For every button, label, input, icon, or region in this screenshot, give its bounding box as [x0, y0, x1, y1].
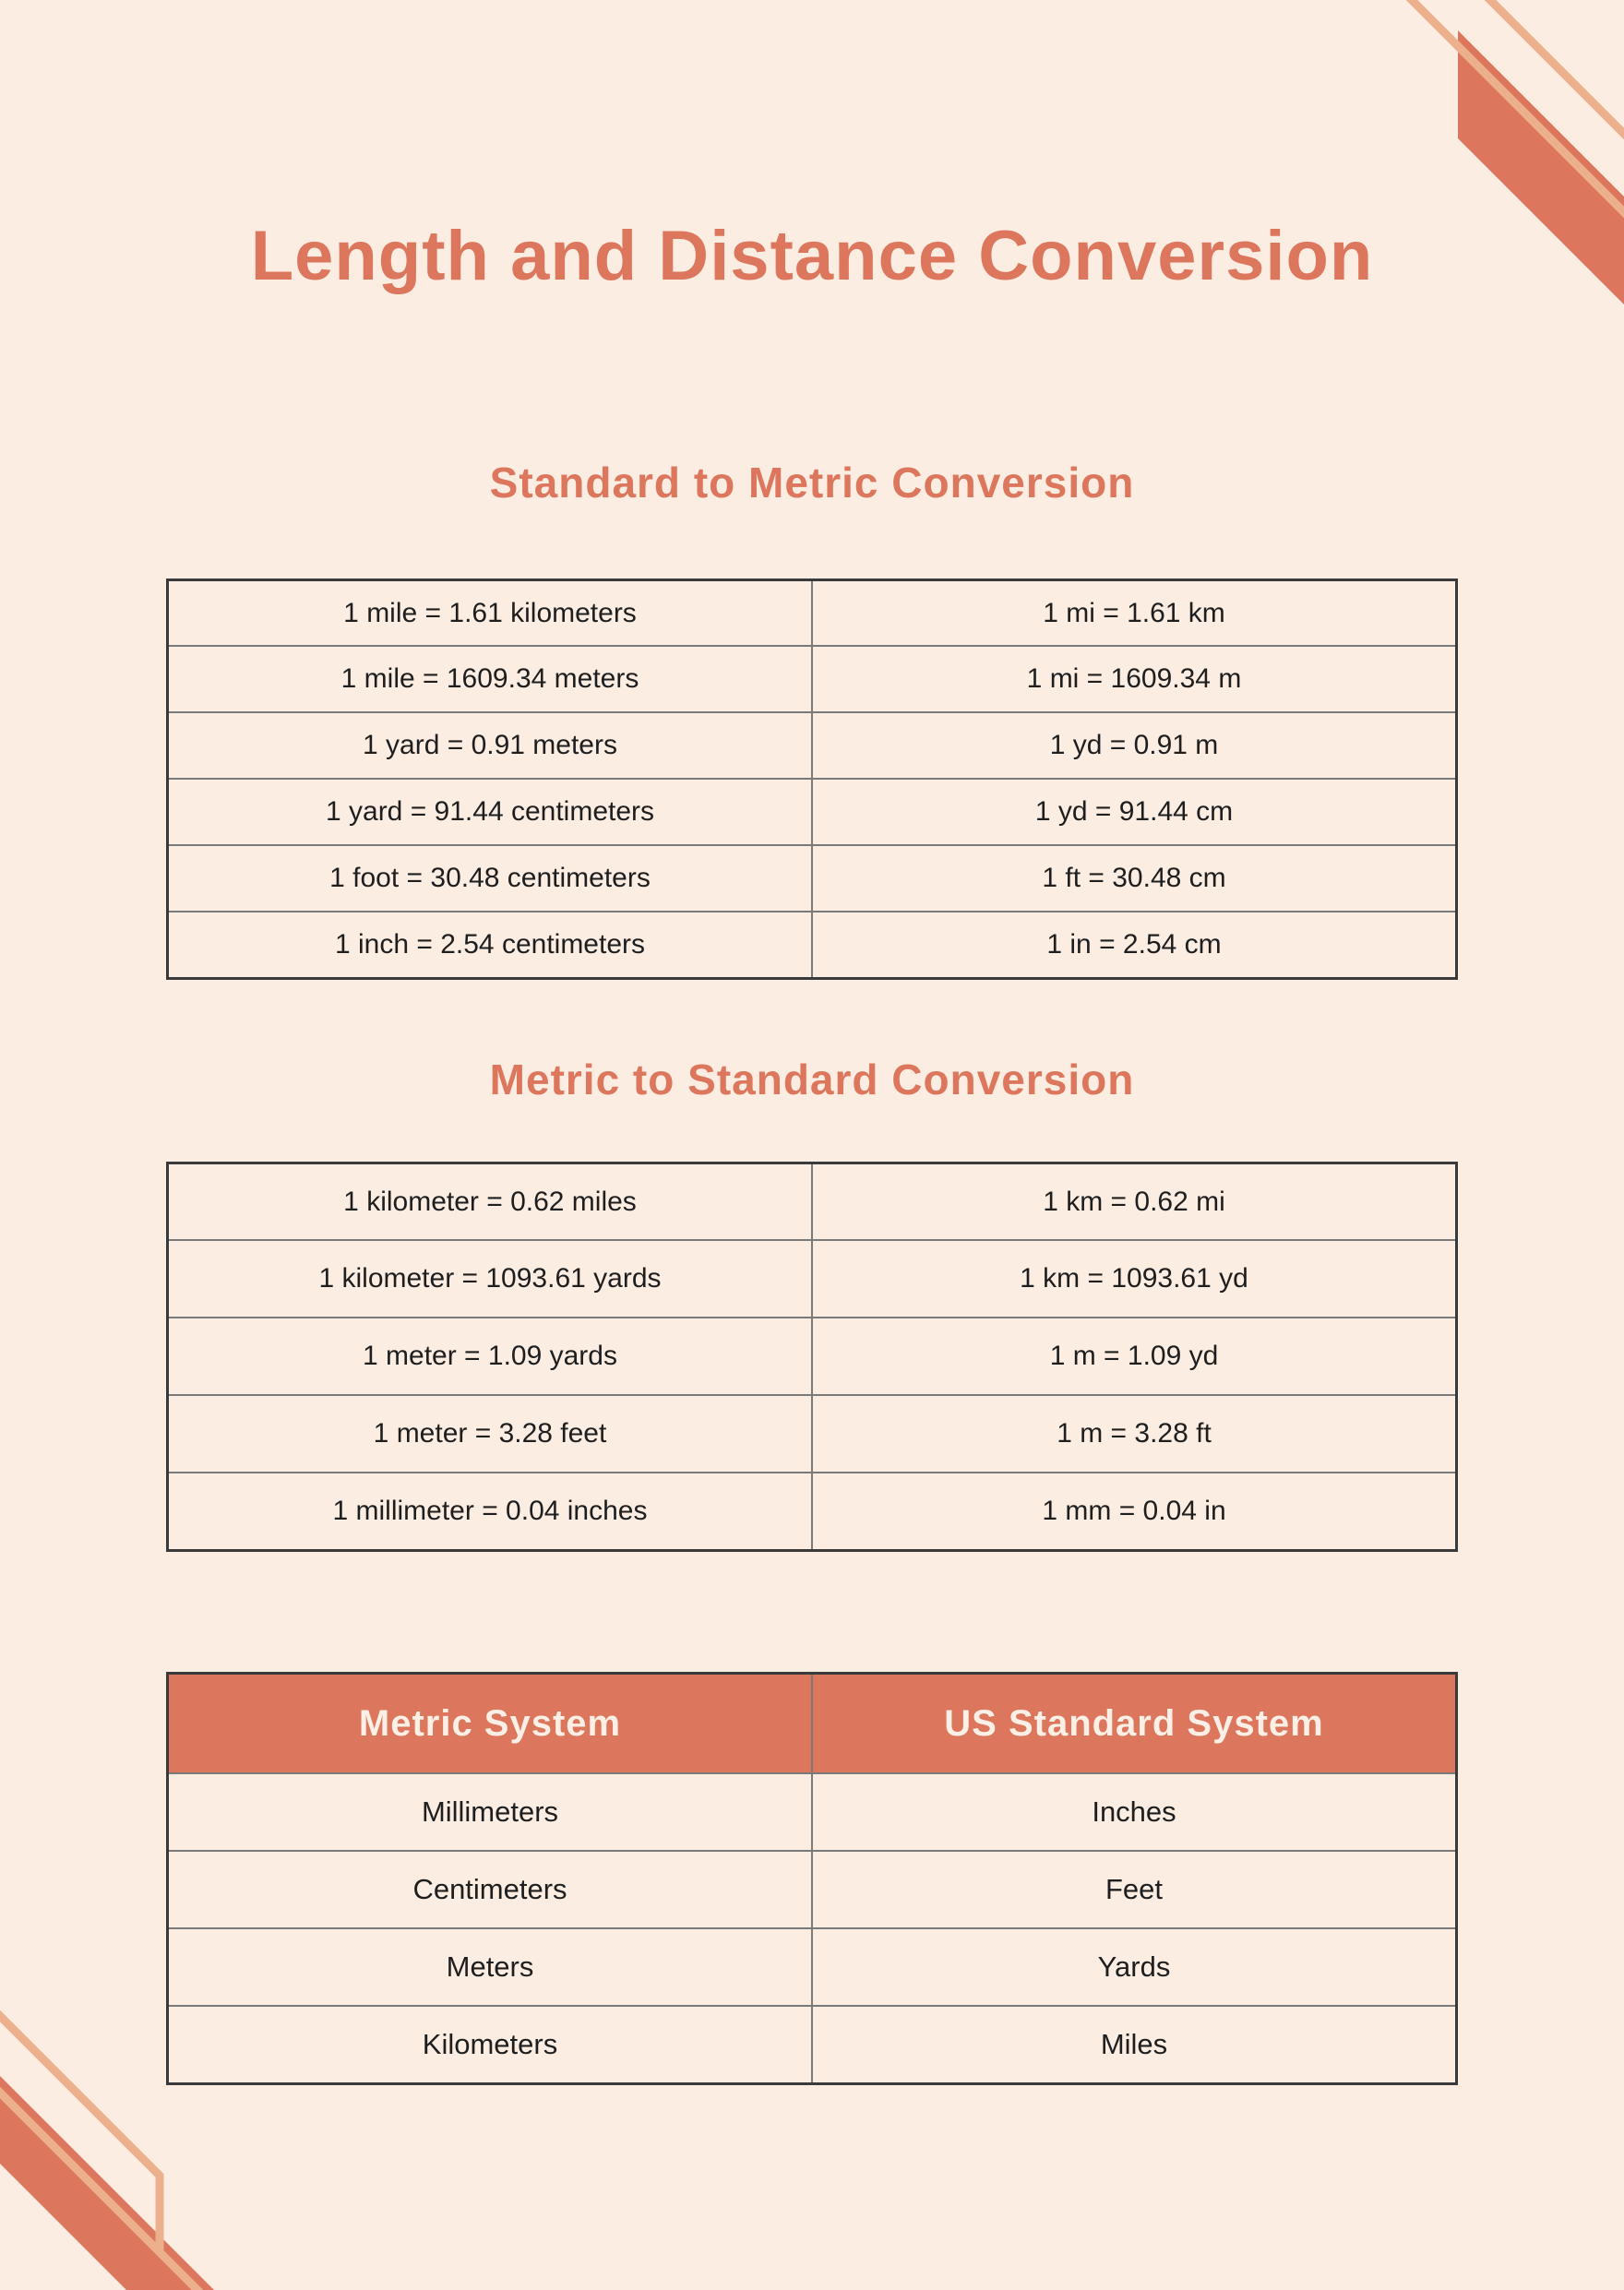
table-row	[168, 1928, 1457, 2006]
metric-unit-cell: Meters	[168, 1928, 813, 2006]
standard-to-metric-table	[166, 578, 1458, 980]
table-row	[168, 1773, 1457, 1851]
conversion-abbreviation: 1 mm = 0.04 in	[812, 1473, 1457, 1550]
conversion-text: 1 mile = 1609.34 meters	[168, 646, 813, 712]
table-row	[168, 646, 1457, 712]
table-row	[168, 2006, 1457, 2083]
table-row	[168, 1395, 1457, 1473]
conversion-abbreviation: 1 m = 3.28 ft	[812, 1395, 1457, 1473]
conversion-text: 1 meter = 1.09 yards	[168, 1318, 813, 1395]
us-unit-cell: Miles	[812, 2006, 1457, 2083]
conversion-abbreviation: 1 km = 1093.61 yd	[812, 1240, 1457, 1318]
conversion-text: 1 meter = 3.28 feet	[168, 1395, 813, 1473]
conversion-abbreviation: 1 yd = 91.44 cm	[812, 779, 1457, 845]
system-comparison-table	[166, 1672, 1458, 2085]
diagonal-stripe-outer-top-right	[1481, 0, 1624, 194]
conversion-text: 1 kilometer = 1093.61 yards	[168, 1240, 813, 1318]
table-row	[168, 579, 1457, 646]
conversion-text: 1 mile = 1.61 kilometers	[168, 579, 813, 646]
table-row	[168, 845, 1457, 912]
table-row	[168, 1473, 1457, 1550]
table-header-row	[168, 1673, 1457, 1773]
section-heading-standard-to-metric: Standard to Metric Conversion	[489, 459, 1135, 507]
table-row	[168, 1163, 1457, 1240]
us-unit-cell: Feet	[812, 1851, 1457, 1928]
metric-to-standard-table	[166, 1162, 1458, 1552]
diagonal-stripe-inner-bottom-left	[0, 2083, 231, 2290]
conversion-text: 1 millimeter = 0.04 inches	[168, 1473, 813, 1550]
us-unit-cell: Inches	[812, 1773, 1457, 1851]
metric-unit-cell: Centimeters	[168, 1851, 813, 1928]
section-heading-metric-to-standard: Metric to Standard Conversion	[489, 1055, 1135, 1103]
table-row	[168, 1318, 1457, 1395]
table-row	[168, 779, 1457, 845]
column-header-metric-system: Metric System	[168, 1673, 813, 1773]
us-unit-cell: Yards	[812, 1928, 1457, 2006]
conversion-abbreviation: 1 ft = 30.48 cm	[812, 845, 1457, 912]
conversion-text: 1 yard = 91.44 centimeters	[168, 779, 813, 845]
conversion-abbreviation: 1 yd = 0.91 m	[812, 712, 1457, 779]
conversion-abbreviation: 1 km = 0.62 mi	[812, 1163, 1457, 1240]
table-row	[168, 912, 1457, 978]
conversion-abbreviation: 1 in = 2.54 cm	[812, 912, 1457, 978]
page-title: Length and Distance Conversion	[250, 217, 1374, 295]
conversion-text: 1 inch = 2.54 centimeters	[168, 912, 813, 978]
table-row	[168, 712, 1457, 779]
conversion-abbreviation: 1 mi = 1.61 km	[812, 579, 1457, 646]
conversion-text: 1 yard = 0.91 meters	[168, 712, 813, 779]
chart-content	[0, 217, 1624, 2085]
diagonal-ribbon-bottom-left	[0, 2067, 231, 2290]
table-row	[168, 1240, 1457, 1318]
column-header-us-standard-system: US Standard System	[812, 1673, 1457, 1773]
metric-unit-cell: Kilometers	[168, 2006, 813, 2083]
conversion-abbreviation: 1 mi = 1609.34 m	[812, 646, 1457, 712]
conversion-text: 1 kilometer = 0.62 miles	[168, 1163, 813, 1240]
conversion-abbreviation: 1 m = 1.09 yd	[812, 1318, 1457, 1395]
conversion-text: 1 foot = 30.48 centimeters	[168, 845, 813, 912]
table-row	[168, 1851, 1457, 1928]
metric-unit-cell: Millimeters	[168, 1773, 813, 1851]
